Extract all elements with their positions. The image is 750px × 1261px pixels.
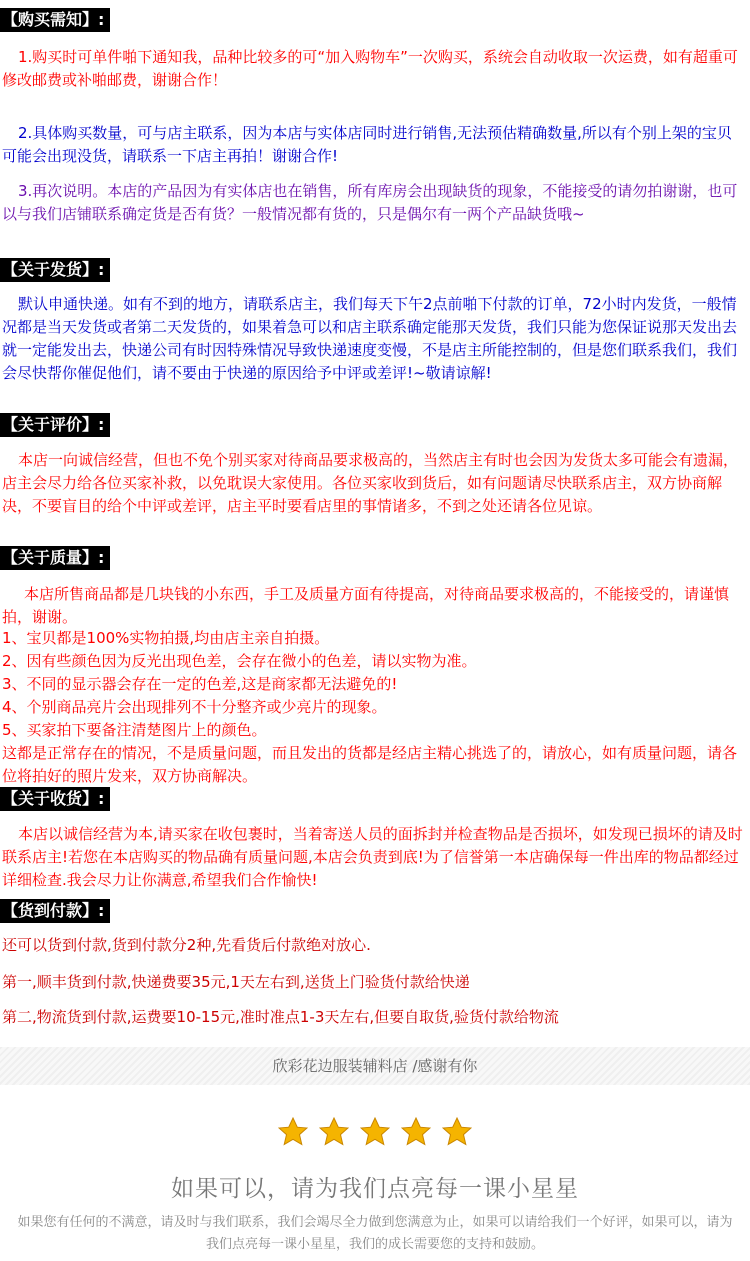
buy-notice-item-1: 1.购买时可单件啪下通知我，品种比较多的可“加入购物车”一次购买，系统会自动收取一次运费，如有超重可修改邮费或补啪邮费，谢谢合作！ bbox=[2, 48, 738, 89]
star-icon bbox=[360, 1117, 390, 1151]
quality-intro: 本店所售商品都是几块钱的小东西，手工及质量方面有待提高，对待商品要求极高的，不能接受的，请谨慎拍，谢谢。 bbox=[2, 585, 730, 626]
shop-banner bbox=[0, 1047, 750, 1085]
quality-item: 4、个别商品亮片会出现排列不十分整齐或少亮片的现象。 bbox=[2, 698, 387, 716]
receiving-text: 本店以诚信经营为本,请买家在收包裹时，当着寄送人员的面拆封并检查物品是否损坏，如发现已损坏的请及时联系店主!若您在本店购买的物品确有质量问题,本店会负责到底!为了信誉第一本店确保每一件出库的物品都经过详细检查.我会尽力让你满意,希望我们合作愉快! bbox=[2, 825, 743, 889]
star-icon bbox=[401, 1117, 431, 1151]
cod-line-2: 第一,顺丰货到付款,快递费要35元,1天左右到,送货上门验货付款给快递 bbox=[2, 973, 470, 991]
section-title-quality: 【关于质量】: bbox=[0, 546, 110, 570]
rating-note: 如果您有任何的不满意，请及时与我们联系，我们会竭尽全力做到您满意为止，如果可以请给我们一个好评，如果可以，请为我们点亮每一课小星星，我们的成长需要您的支持和鼓励。 bbox=[17, 1215, 733, 1252]
section-title-buy-notice: 【购买需知】: bbox=[0, 8, 110, 32]
buy-notice-item-2: 2.具体购买数量，可与店主联系，因为本店与实体店同时进行销售,无法预估精确数量,所以有个别上架的宝贝可能会出现没货，请联系一下店主再拍！谢谢合作! bbox=[2, 124, 732, 165]
star-icon bbox=[319, 1117, 349, 1151]
rating-stars bbox=[0, 1117, 750, 1151]
star-icon bbox=[442, 1117, 472, 1151]
buy-notice-item-3: 3.再次说明。本店的产品因为有实体店也在销售，所有库房会出现缺货的现象，不能接受的请勿拍谢谢，也可以与我们店铺联系确定货是否有货？一般情况都有货的，只是偶尔有一两个产品缺货哦~ bbox=[2, 182, 738, 223]
shop-banner-text: 欣彩花边服装辅料店 /感谢有你 bbox=[272, 1057, 478, 1075]
quality-item: 5、买家拍下要备注清楚图片上的颜色。 bbox=[2, 721, 267, 739]
quality-item: 3、不同的显示器会存在一定的色差,这是商家都无法避免的! bbox=[2, 675, 398, 693]
quality-outro: 这都是正常存在的情况，不是质量问题，而且发出的货都是经店主精心挑选了的，请放心，如有质量问题，请各位将拍好的照片发来，双方协商解决。 bbox=[2, 744, 738, 785]
section-title-cod: 【货到付款】: bbox=[0, 899, 110, 923]
rating-headline: 如果可以，请为我们点亮每一课小星星 bbox=[171, 1176, 579, 1202]
reviews-text: 本店一向诚信经营，但也不免个别买家对待商品要求极高的，当然店主有时也会因为发货太多可能会有遗漏，店主会尽力给各位买家补救，以免耽误大家使用。各位买家收到货后，如有问题请尽快联系店主，双方协商解决，不要盲目的给个中评或差评，店主平时要看店里的事情诸多，不到之处还请各位见谅。 bbox=[2, 451, 739, 515]
cod-line-1: 还可以货到付款,货到付款分2种,先看货后付款绝对放心. bbox=[2, 936, 371, 954]
shipping-text: 默认申通快递。如有不到的地方，请联系店主，我们每天下午2点前啪下付款的订单，72小时内发货，一般情况都是当天发货或者第二天发货的，如果着急可以和店主联系确定能那天发货，我们只能为您保证说那天发出去就一定能发出去，快递公司有时因特殊情况导致快递速度变慢，不是店主所能控制的，但是您们联系我们，我们会尽快帮你催促他们，请不要由于快递的原因给予中评或差评!~敬请谅解! bbox=[2, 295, 738, 382]
quality-item: 2、因有些颜色因为反光出现色差，会存在微小的色差，请以实物为准。 bbox=[2, 652, 477, 670]
star-icon bbox=[278, 1117, 308, 1151]
cod-line-3: 第二,物流货到付款,运费要10-15元,准时准点1-3天左右,但要自取货,验货付款给物流 bbox=[2, 1008, 559, 1026]
section-title-reviews: 【关于评价】: bbox=[0, 413, 110, 437]
section-title-receiving: 【关于收货】: bbox=[0, 787, 110, 811]
quality-list bbox=[2, 627, 746, 742]
section-title-shipping: 【关于发货】: bbox=[0, 258, 110, 282]
quality-item: 1、宝贝都是100%实物拍摄,均由店主亲自拍摄。 bbox=[2, 629, 330, 647]
